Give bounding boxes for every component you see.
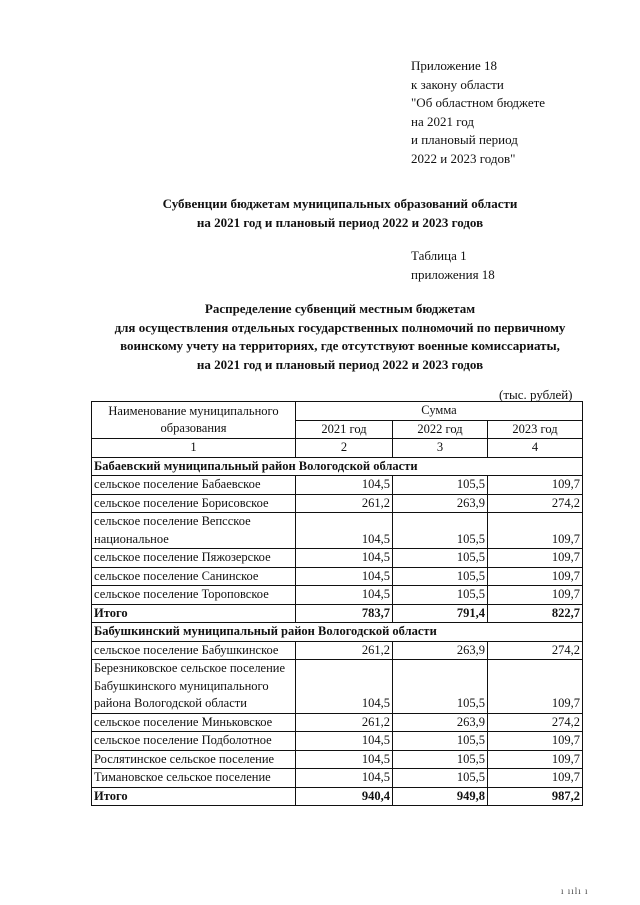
section-title: Бабаевский муниципальный район Вологодской области: [92, 457, 583, 476]
subventions-table: [91, 401, 583, 806]
total-2021: 783,7: [296, 604, 393, 623]
value-2022: 105,5: [393, 660, 488, 714]
header-name-column: Наименование муниципального образования: [92, 402, 296, 439]
value-2023: 109,7: [488, 567, 583, 586]
value-2022: 105,5: [393, 549, 488, 568]
section-title: Бабушкинский муниципальный район Вологодской области: [92, 623, 583, 642]
value-2021: 104,5: [296, 732, 393, 751]
column-number: 4: [488, 439, 583, 458]
value-2023: 109,7: [488, 750, 583, 769]
table-title-line: Распределение субвенций местным бюджетам: [204, 301, 476, 316]
header-year-2023: 2023 год: [488, 420, 583, 439]
value-2022: 105,5: [393, 513, 488, 549]
table-row: [92, 732, 583, 751]
value-2023: 109,7: [488, 769, 583, 788]
value-2023: 274,2: [488, 713, 583, 732]
page-stamp: ı ıılı ı: [561, 886, 589, 896]
table-reference: [411, 246, 495, 284]
total-2022: 791,4: [393, 604, 488, 623]
value-2021: 261,2: [296, 494, 393, 513]
value-2022: 263,9: [393, 713, 488, 732]
value-2022: 105,5: [393, 586, 488, 605]
municipality-name: Рослятинское сельское поселение: [92, 750, 296, 769]
municipality-name: Березниковское сельское поселение Бабушкинского муниципального района Вологодской области: [92, 660, 296, 714]
table-row: [92, 513, 583, 549]
table-row: [92, 769, 583, 788]
value-2023: 109,7: [488, 549, 583, 568]
header-year-2022: 2022 год: [393, 420, 488, 439]
value-2023: 274,2: [488, 641, 583, 660]
column-number: 1: [92, 439, 296, 458]
municipality-name: сельское поселение Санинское: [92, 567, 296, 586]
total-label: Итого: [92, 604, 296, 623]
total-2022: 949,8: [393, 787, 488, 806]
table-row: [92, 494, 583, 513]
table-body: [92, 457, 583, 806]
value-2023: 109,7: [488, 476, 583, 495]
municipality-name: сельское поселение Вепсское национальное: [92, 513, 296, 549]
table-reference-line: Таблица 1: [411, 248, 467, 263]
section-header-row: [92, 457, 583, 476]
value-2021: 261,2: [296, 713, 393, 732]
table-row: [92, 713, 583, 732]
table-row: [92, 586, 583, 605]
value-2023: 109,7: [488, 732, 583, 751]
total-2021: 940,4: [296, 787, 393, 806]
value-2021: 104,5: [296, 750, 393, 769]
appendix-line: к закону области: [411, 76, 504, 92]
appendix-line: Приложение 18: [411, 58, 498, 73]
value-2021: 104,5: [296, 513, 393, 549]
table-title: [60, 300, 620, 374]
header-sum: Сумма: [296, 402, 583, 421]
municipality-name: сельское поселение Пяжозерское: [92, 549, 296, 568]
value-2021: 261,2: [296, 641, 393, 660]
value-2022: 105,5: [393, 750, 488, 769]
value-2023: 274,2: [488, 494, 583, 513]
municipality-name: сельское поселение Бабушкинское: [92, 641, 296, 660]
column-numbers-row: [92, 439, 583, 458]
value-2023: 109,7: [488, 586, 583, 605]
table-title-line: для осуществления отдельных государственных полномочий по первичному: [114, 319, 566, 335]
value-2022: 105,5: [393, 769, 488, 788]
document-title: [60, 194, 620, 232]
section-header-row: [92, 623, 583, 642]
value-2021: 104,5: [296, 549, 393, 568]
column-number: 2: [296, 439, 393, 458]
table-row: [92, 660, 583, 714]
total-2023: 987,2: [488, 787, 583, 806]
value-2021: 104,5: [296, 769, 393, 788]
value-2022: 105,5: [393, 567, 488, 586]
column-number: 3: [393, 439, 488, 458]
municipality-name: сельское поселение Тороповское: [92, 586, 296, 605]
value-2021: 104,5: [296, 586, 393, 605]
table-row: [92, 476, 583, 495]
municipality-name: сельское поселение Борисовское: [92, 494, 296, 513]
municipality-name: сельское поселение Миньковское: [92, 713, 296, 732]
value-2023: 109,7: [488, 513, 583, 549]
value-2021: 104,5: [296, 660, 393, 714]
municipality-name: сельское поселение Подболотное: [92, 732, 296, 751]
table-row: [92, 750, 583, 769]
appendix-heading: [411, 57, 545, 168]
total-row: [92, 604, 583, 623]
total-2023: 822,7: [488, 604, 583, 623]
document-title-line: Субвенции бюджетам муниципальных образований области: [162, 196, 518, 211]
table-title-line: на 2021 год и плановый период 2022 и 2023 годов: [196, 356, 484, 372]
appendix-line: и плановый период: [411, 132, 518, 147]
value-2022: 263,9: [393, 494, 488, 513]
value-2022: 105,5: [393, 732, 488, 751]
table-row: [92, 641, 583, 660]
total-label: Итого: [92, 787, 296, 806]
table-row: [92, 567, 583, 586]
units-label: (тыс. рублей): [499, 387, 573, 402]
header-year-2021: 2021 год: [296, 420, 393, 439]
value-2022: 105,5: [393, 476, 488, 495]
table-row: [92, 549, 583, 568]
appendix-line: "Об областном бюджете: [411, 95, 546, 110]
appendix-line: на 2021 год: [411, 113, 474, 129]
municipality-name: Тимановское сельское поселение: [92, 769, 296, 788]
value-2022: 263,9: [393, 641, 488, 660]
value-2021: 104,5: [296, 567, 393, 586]
total-row: [92, 787, 583, 806]
value-2021: 104,5: [296, 476, 393, 495]
document-title-line: на 2021 год и плановый период 2022 и 2023 годов: [196, 215, 484, 230]
table-title-line: воинскому учету на территориях, где отсутствуют военные комиссариаты,: [120, 338, 560, 353]
table-reference-line: приложения 18: [411, 267, 495, 282]
municipality-name: сельское поселение Бабаевское: [92, 476, 296, 495]
appendix-line: 2022 и 2023 годов": [411, 150, 516, 166]
value-2023: 109,7: [488, 660, 583, 714]
header-row: [92, 402, 583, 421]
